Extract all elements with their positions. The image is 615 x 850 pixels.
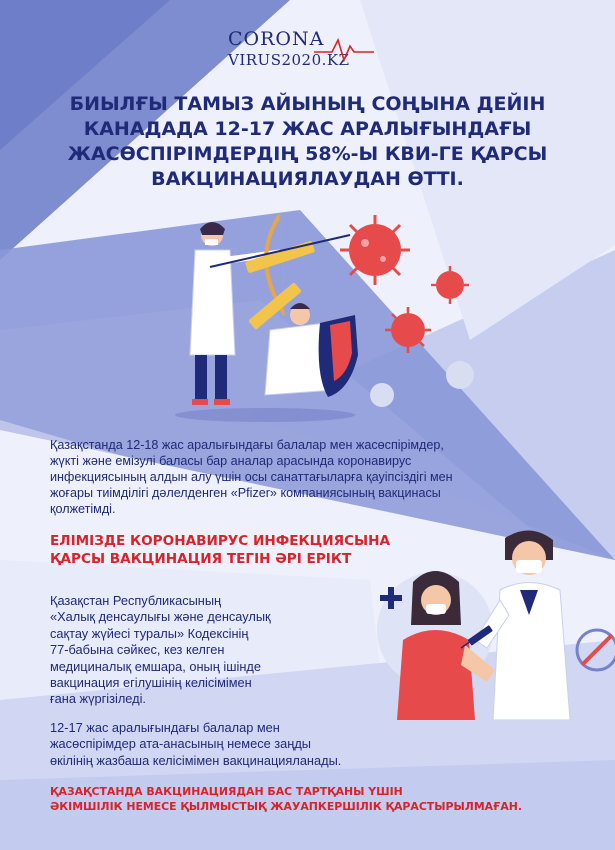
minor-line: 12-17 жас аралығындағы балалар мен xyxy=(50,720,280,735)
minor-line: өкілінің жазбаша келісімімен вакцинацияланады. xyxy=(50,752,342,768)
no-liability-warning xyxy=(50,784,570,814)
virus-icon xyxy=(385,307,431,353)
law-paragraph xyxy=(50,593,380,708)
intro-line: жоғары тиімділігі дәлелденген «Pfizer» компаниясының вакцинасы xyxy=(50,486,441,500)
intro-line: Қазақстанда 12-18 жас аралығындағы балалар мен жасөспірімдер, xyxy=(50,438,444,452)
site-logo xyxy=(228,28,388,76)
free-voluntary-heading xyxy=(50,532,390,568)
logo-line2: VIRUS2020.KZ xyxy=(228,51,350,69)
headline-line: ЖАСӨСПІРІМДЕРДІҢ 58%-Ы КВИ-ГЕ ҚАРСЫ xyxy=(67,143,548,165)
law-line: Қазақстан Республикасының xyxy=(50,593,222,608)
virus-icon xyxy=(340,215,410,285)
heartbeat-icon xyxy=(314,36,374,62)
virus-icon xyxy=(431,266,469,304)
subhead-line: ҚАРСЫ ВАКЦИНАЦИЯ ТЕГІН ӘРІ ЕРІКТ xyxy=(50,551,352,567)
law-line: медициналық емшара, оның ішінде xyxy=(50,658,261,674)
headline xyxy=(50,92,565,192)
intro-paragraph xyxy=(50,437,590,517)
headline-line: БИЫЛҒЫ ТАМЫЗ АЙЫНЫҢ СОҢЫНА ДЕЙІН xyxy=(69,93,546,115)
warning-line: ӘКІМШІЛІК НЕМЕСЕ ҚЫЛМЫСТЫҚ ЖАУАПКЕРШІЛІК ҚАРАСТЫРЫЛМАҒАН. xyxy=(50,800,523,813)
law-line: вакцинация егілушінің келісімімен xyxy=(50,675,252,691)
subhead-line: ЕЛІМІЗДЕ КОРОНАВИРУС ИНФЕКЦИЯСЫНА xyxy=(50,533,391,549)
nurse-icon xyxy=(475,530,570,720)
intro-line: қолжетімді. xyxy=(50,502,116,516)
law-line: сақтау жүйесі туралы» Кодексінің xyxy=(50,625,249,641)
headline-line: КАНАДАДА 12-17 ЖАС АРАЛЫҒЫНДАҒЫ xyxy=(83,118,532,140)
doctor-with-shield-icon xyxy=(248,282,358,397)
law-line: «Халық денсаулығы және денсаулық xyxy=(50,609,271,625)
virus-icon xyxy=(577,630,615,670)
vaccination-illustration xyxy=(375,520,615,720)
logo-line1: CORONA xyxy=(228,28,325,50)
warning-line: ҚАЗАҚСТАНДА ВАКЦИНАЦИЯДАН БАС ТАРТҚАНЫ ҮШІН xyxy=(50,785,403,798)
headline-line: ВАКЦИНАЦИЯЛАУДАН ӨТТІ. xyxy=(151,168,464,190)
law-line: 77-бабына сәйкес, кез келген xyxy=(50,642,225,658)
minors-consent-paragraph xyxy=(50,720,470,769)
virus-icon xyxy=(370,361,474,407)
law-line: ғана жүргізіледі. xyxy=(50,691,146,707)
intro-line: инфекциясының алдын алу үшін осы санаттағыларға қауіпсіздігі мен xyxy=(50,470,453,484)
doctor-vs-virus-illustration xyxy=(150,205,490,430)
minor-line: жасөспірімдер ата-анасының немесе заңды xyxy=(50,736,311,752)
intro-line: жүкті және емізулі баласы бар аналар арасында коронавирус xyxy=(50,454,412,468)
